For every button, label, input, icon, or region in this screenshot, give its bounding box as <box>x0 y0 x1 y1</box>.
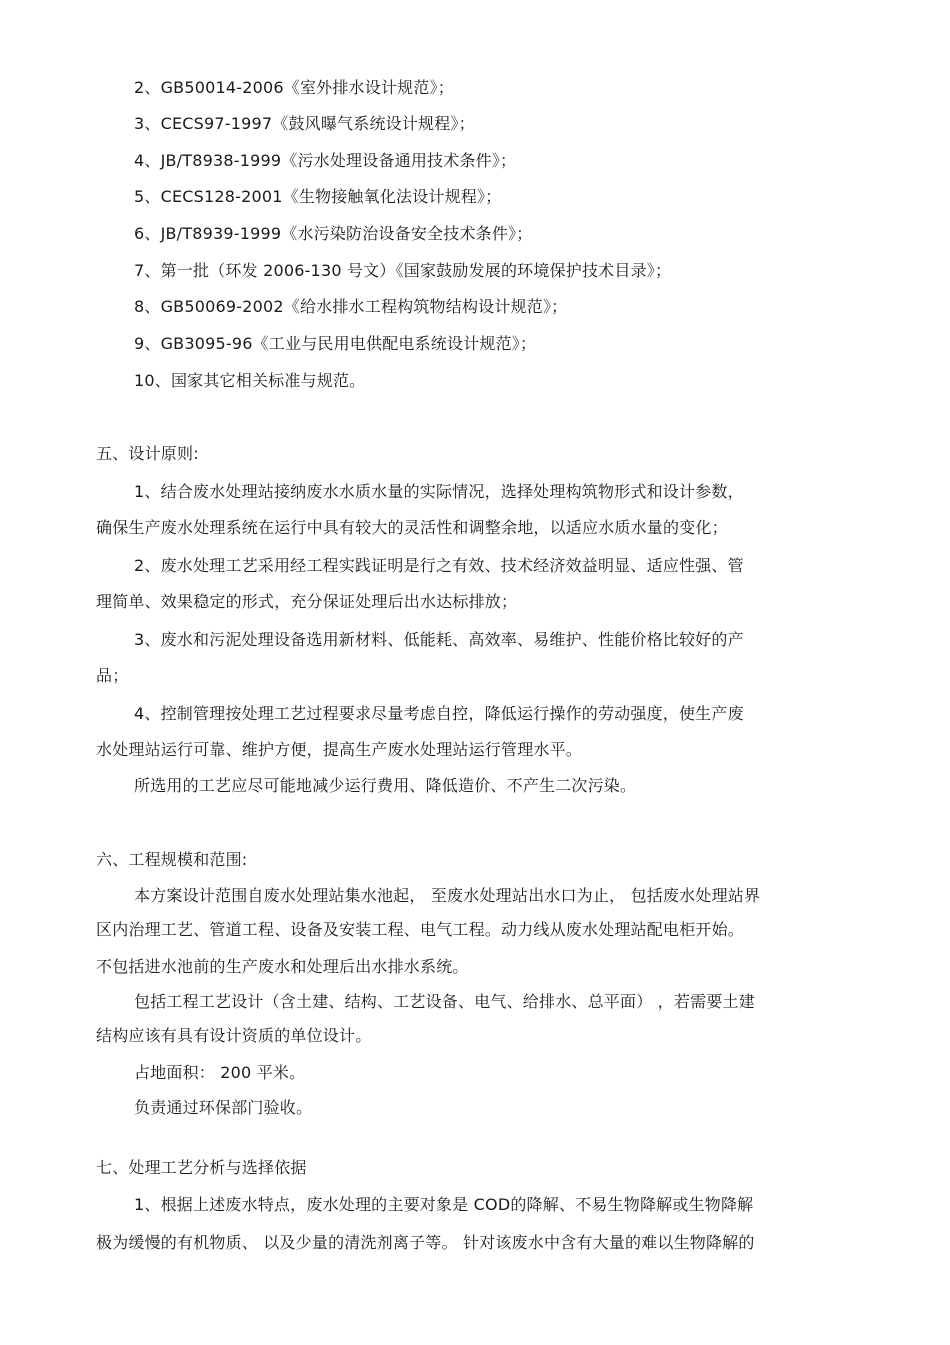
section-6-line: 包括工程工艺设计（含土建、结构、工艺设备、电气、给排水、总平面） ，若需要土建 <box>134 992 755 1011</box>
section-7-heading: 七、处理工艺分析与选择依据 <box>96 1158 307 1177</box>
standard-item-9: 9、GB3095-96《工业与民用电供配电系统设计规范》； <box>134 334 537 353</box>
standard-item-3: 3、CECS97-1997《鼓风曝气系统设计规程》； <box>134 114 475 133</box>
section-5-line: 品； <box>96 666 129 685</box>
standard-item-10: 10、国家其它相关标准与规范。 <box>134 371 366 390</box>
section-6-line: 本方案设计范围自废水处理站集水池起， 至废水处理站出水口为止， 包括废水处理站界 <box>134 886 761 905</box>
section-5-line: 4、控制管理按处理工艺过程要求尽量考虑自控，降低运行操作的劳动强度，使生产废 <box>134 704 744 723</box>
section-6-line: 占地面积： 200 平米。 <box>134 1063 306 1082</box>
standard-item-6: 6、JB/T8939-1999《水污染防治设备安全技术条件》； <box>134 224 533 243</box>
section-5-line: 2、废水处理工艺采用经工程实践证明是行之有效、技术经济效益明显、适应性强、管 <box>134 556 744 575</box>
standard-item-8: 8、GB50069-2002《给水排水工程构筑物结构设计规范》； <box>134 297 568 316</box>
section-5-line: 确保生产废水处理系统在运行中具有较大的灵活性和调整余地，以适应水质水量的变化； <box>96 518 728 537</box>
section-6-line: 不包括进水池前的生产废水和处理后出水排水系统。 <box>96 957 469 976</box>
section-7-line: 1、根据上述废水特点，废水处理的主要对象是 COD的降解、不易生物降解或生物降解 <box>134 1195 754 1214</box>
section-7-line: 极为缓慢的有机物质、 以及少量的清洗剂离子等。 针对该废水中含有大量的难以生物降解的 <box>96 1233 755 1252</box>
section-6-line: 区内治理工艺、管道工程、设备及安装工程、电气工程。动力线从废水处理站配电柜开始。 <box>96 920 745 939</box>
section-6-line: 负责通过环保部门验收。 <box>134 1098 313 1117</box>
standard-item-2: 2、GB50014-2006《室外排水设计规范》； <box>134 78 454 97</box>
section-5-heading: 五、设计原则: <box>96 444 199 463</box>
standard-item-5: 5、CECS128-2001《生物接触氧化法设计规程》； <box>134 187 502 206</box>
section-5-line: 1、结合废水处理站接纳废水水质水量的实际情况，选择处理构筑物形式和设计参数， <box>134 482 744 501</box>
section-5-line: 理简单、效果稳定的形式，充分保证处理后出水达标排放； <box>96 592 518 611</box>
section-5-line: 3、废水和污泥处理设备选用新材料、低能耗、高效率、易维护、性能价格比较好的产 <box>134 630 744 649</box>
section-6-line: 结构应该有具有设计资质的单位设计。 <box>96 1026 372 1045</box>
standard-item-7: 7、第一批（环发 2006-130 号文）《国家鼓励发展的环境保护技术目录》； <box>134 261 672 280</box>
section-5-line: 水处理站运行可靠、维护方便，提高生产废水处理站运行管理水平。 <box>96 740 583 759</box>
section-6-heading: 六、工程规模和范围: <box>96 850 248 869</box>
standard-item-4: 4、JB/T8938-1999《污水处理设备通用技术条件》； <box>134 151 517 170</box>
section-5-line: 所选用的工艺应尽可能地减少运行费用、降低造价、不产生二次污染。 <box>134 776 637 795</box>
